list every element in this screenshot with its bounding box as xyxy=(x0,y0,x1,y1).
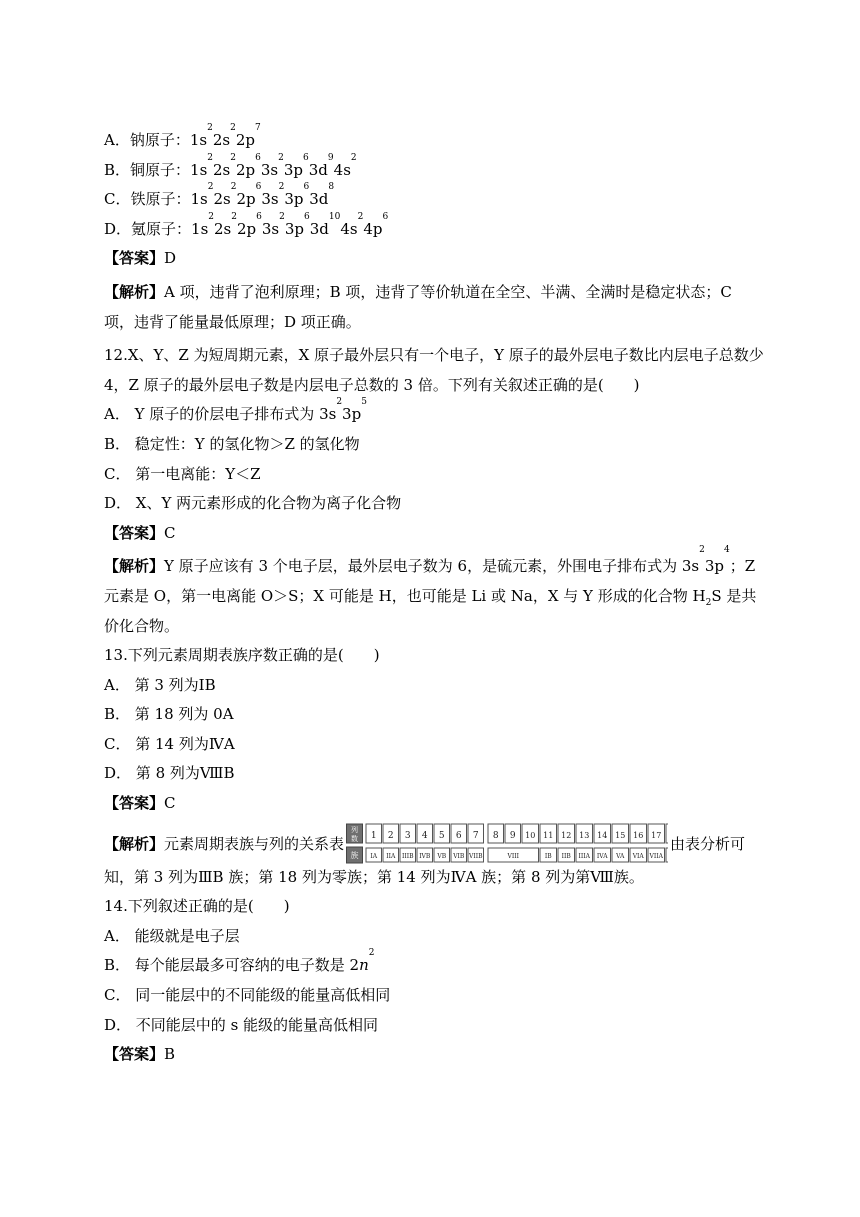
q13-option-b: B． 第 18 列为 0A xyxy=(104,705,234,724)
table-column-label: 9 xyxy=(509,830,516,841)
table-group-label: IA xyxy=(370,852,378,860)
q12-stem: 12.X、Y、Z 为短周期元素，X 原子最外层只有一个电子，Y 原子的最外层电子数比内层电子总数少 4，Z 原子的最外层电子数是内层电子总数的 3 倍。下列有关叙述正确的是( ) xyxy=(104,346,764,394)
table-group-label: VIIA xyxy=(649,852,663,860)
q13-analysis-line1: 【解析】元素周期表族与列的关系表 列 数 族 1 2 3 4 5 6 7 8 9 10 11 12 13 14 15 16 17 IA IIA IIIB IVB VB VIB VIIB VIII IB IIB IIIA IVA VA VIA VIIA 由表分析可 xyxy=(104,823,764,863)
table-group-label: IIIA xyxy=(578,852,591,860)
table-column-cell xyxy=(666,824,668,843)
q13-option-c: C． 第 14 列为ⅣA xyxy=(104,734,235,753)
table-group-label: VIA xyxy=(632,852,644,860)
table-column-label: 16 xyxy=(633,830,644,840)
q13-option-d: D． 第 8 列为ⅧB xyxy=(104,764,235,783)
q13-answer: 【答案】C xyxy=(104,794,176,813)
table-column-label: 10 xyxy=(525,830,536,840)
q14-option-d: D． 不同能层中的 s 能级的能量高低相同 xyxy=(104,1015,379,1034)
q12-option-b: B． 稳定性：Y 的氢化物＞Z 的氢化物 xyxy=(104,434,360,453)
q14-answer: 【答案】B xyxy=(104,1045,176,1064)
q14-option-a: A． 能级就是电子层 xyxy=(104,926,240,945)
table-group-label: IIB xyxy=(561,852,571,860)
table-column-label: 15 xyxy=(615,830,626,840)
q14-stem: 14.下列叙述正确的是( ) xyxy=(104,897,290,916)
table-group-label: VIIB xyxy=(469,852,483,860)
table-group-label: IIA xyxy=(386,852,396,860)
table-column-label: 3 xyxy=(404,830,411,841)
table-group-label: VA xyxy=(616,852,625,860)
periodic-group-table xyxy=(346,823,668,867)
table-column-label: 8 xyxy=(492,830,499,841)
q13-analysis-line2: 知，第 3 列为ⅢB 族；第 18 列为零族；第 14 列为ⅣA 族；第 8 列为第Ⅷ族。 xyxy=(104,867,644,886)
q13-stem: 13.下列元素周期表族序数正确的是( ) xyxy=(104,646,380,665)
q12-answer: 【答案】C xyxy=(104,523,176,542)
table-column-label: 12 xyxy=(561,830,572,840)
periodic-group-table-svg xyxy=(346,823,668,867)
table-column-label: 2 xyxy=(387,830,394,841)
table-row1-header-char2: 数 xyxy=(351,834,359,843)
q11-answer: 【答案】D xyxy=(104,249,177,268)
q11-option-b: B．铜原子：$1s^22s^22p^63s^23p^63d^94s^2$ xyxy=(104,152,357,179)
table-column-label: 13 xyxy=(579,830,590,840)
q11-analysis: 【解析】A 项，违背了泡利原理；B 项，违背了等价轨道在全空、半满、全满时是稳定状态；C 项，违背了能量最低原理；D 项正确。 xyxy=(104,282,732,331)
table-group-label: IIIB xyxy=(402,852,414,860)
table-column-label: 5 xyxy=(438,830,445,841)
table-group-cell-empty xyxy=(666,848,668,862)
q11-option-d: D．氪原子：$1s^22s^22p^63s^23p^63d^{10}4s^24p^6$ xyxy=(104,211,389,238)
table-group-label: IVB xyxy=(419,852,431,860)
q12-analysis: 【解析】Y 原子应该有 3 个电子层，最外层电子数为 6，是硫元素，外围电子排布式为 $3s^23p^4$；Z 元素是 O，第一电离能 O＞S；X 可能是 H，也可能是 Li 或 Na，X 与 Y 形成的化合物 $H_2S$ 是共价化合物。 xyxy=(104,545,757,635)
q11-option-c: C．铁原子：$1s^22s^22p^63s^23p^63d^8$ xyxy=(104,182,335,209)
table-group-label: VIII xyxy=(507,852,520,860)
q13-option-a: A． 第 3 列为ⅠB xyxy=(104,675,216,694)
table-column-label: 14 xyxy=(597,830,608,840)
q12-option-c: C． 第一电离能：Y＜Z xyxy=(104,464,261,483)
table-group-label: VB xyxy=(437,852,447,860)
table-row2-header-text: 族 xyxy=(350,850,359,860)
table-column-label: 11 xyxy=(543,830,554,840)
table-column-label: 7 xyxy=(472,830,479,841)
q14-option-b: B． 每个能层最多可容纳的电子数是 $2n^2$ xyxy=(104,948,375,975)
table-group-label: IVA xyxy=(596,852,608,860)
table-column-label: 4 xyxy=(421,830,428,841)
document-page xyxy=(104,123,764,1074)
table-row1-header-char1: 列 xyxy=(351,825,359,834)
q12-option-a: A． Y 原子的价层电子排布式为 $3s^23p^5$ xyxy=(104,397,367,424)
table-group-label: VIB xyxy=(453,852,465,860)
table-column-label: 6 xyxy=(455,830,462,841)
table-column-label: 17 xyxy=(651,830,662,840)
q11-option-a: A．钠原子：$1s^22s^22p^7$ xyxy=(104,123,261,149)
q14-option-c: C． 同一能层中的不同能级的能量高低相同 xyxy=(104,986,391,1005)
table-group-label: IB xyxy=(544,852,552,860)
table-column-label: 1 xyxy=(370,830,377,841)
q12-option-d: D． X、Y 两元素形成的化合物为离子化合物 xyxy=(104,494,402,513)
